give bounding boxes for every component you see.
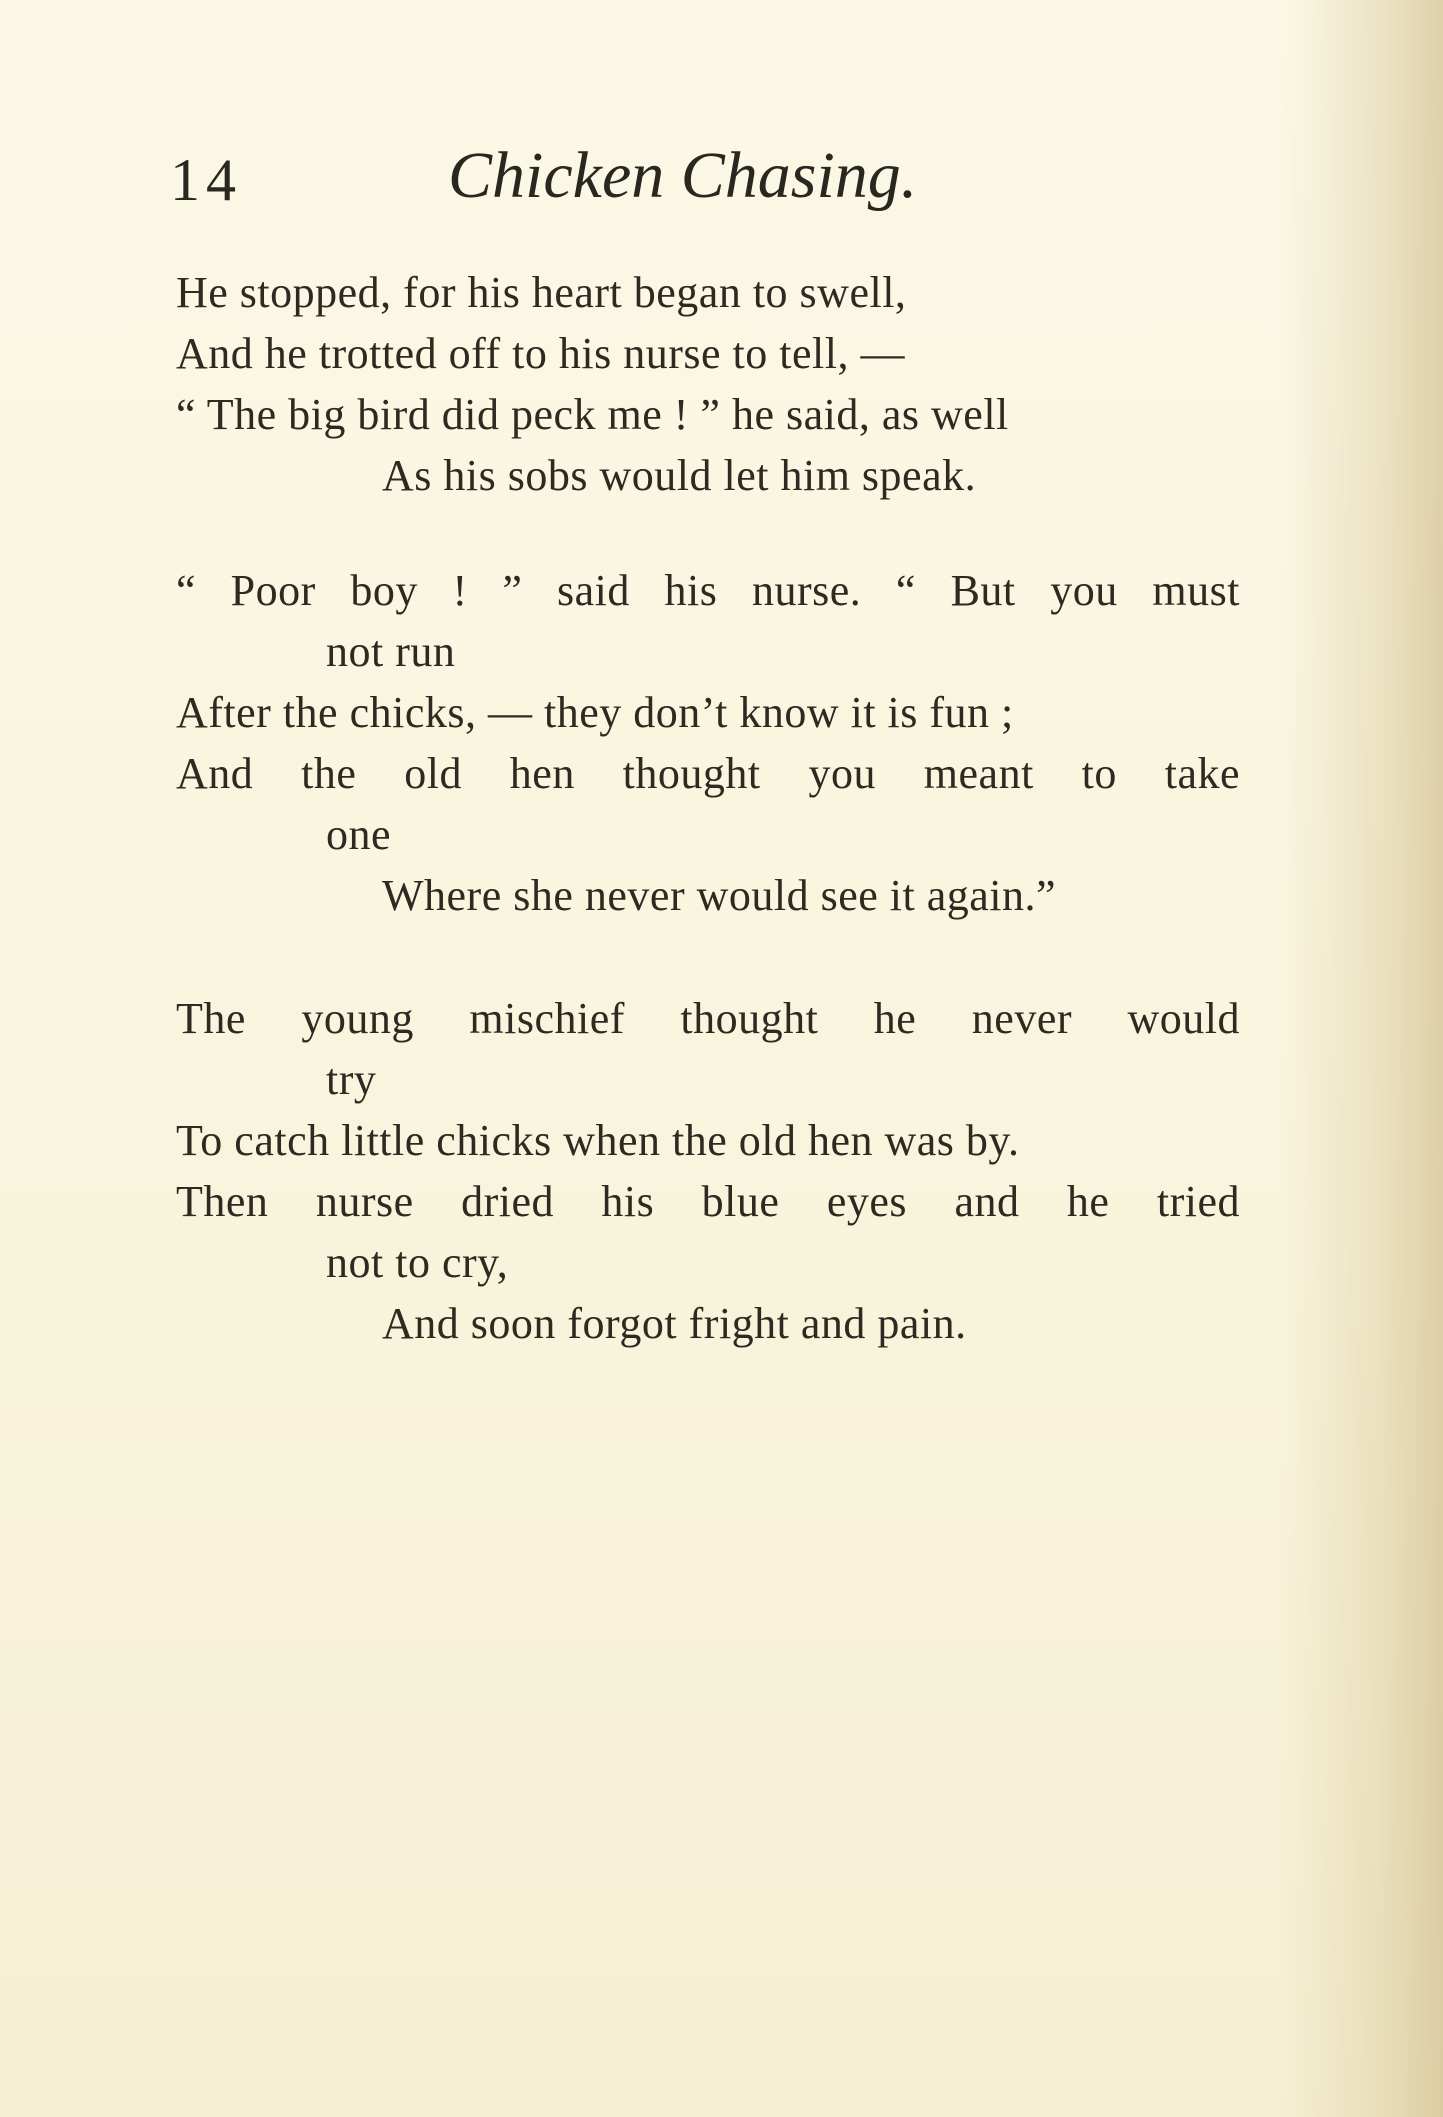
verse-line — [176, 988, 1240, 1049]
stanza-1 — [176, 262, 1009, 506]
verse-line-text: As his sobs would let him speak. — [382, 451, 977, 500]
verse-line — [176, 682, 1240, 743]
verse-line-continuation — [176, 1049, 1240, 1110]
verse-line-text: To catch little chicks when the old hen was by. — [176, 1116, 1020, 1165]
verse-line-indented — [176, 1293, 1240, 1354]
page-number: 14 — [170, 147, 242, 213]
verse-line-continuation — [176, 1232, 1240, 1293]
verse-line — [176, 384, 1009, 445]
verse-line-text: He stopped, for his heart began to swell, — [176, 268, 907, 317]
verse-line — [176, 1110, 1240, 1171]
verse-line-text: “ Poor boy ! ” said his nurse. “ But you must — [176, 566, 1240, 615]
verse-line-text: try — [326, 1055, 377, 1104]
verse-line-text: And soon forgot fright and pain. — [382, 1299, 967, 1348]
verse-line-text: And the old hen thought you meant to take — [176, 749, 1240, 798]
verse-line-text: After the chicks, — they don’t know it is fun ; — [176, 688, 1014, 737]
verse-line — [176, 1171, 1240, 1232]
verse-line-text: Where she never would see it again.” — [382, 871, 1057, 920]
verse-line — [176, 323, 1009, 384]
verse-line-text: And he trotted off to his nurse to tell, — — [176, 329, 905, 378]
verse-line — [176, 262, 1009, 323]
verse-line — [176, 560, 1240, 621]
verse-line-text: “ The big bird did peck me ! ” he said, as well — [176, 390, 1009, 439]
verse-line-indented — [176, 445, 1009, 506]
verse-line — [176, 743, 1240, 804]
verse-line-text: The young mischief thought he never would — [176, 994, 1240, 1043]
running-title: Chicken Chasing. — [448, 139, 918, 212]
stanza-3 — [176, 988, 1240, 1354]
stanza-2 — [176, 560, 1240, 926]
verse-line-text: not to cry, — [326, 1238, 509, 1287]
verse-line-text: Then nurse dried his blue eyes and he tried — [176, 1177, 1240, 1226]
verse-line-text: one — [326, 810, 392, 859]
verse-line-indented — [176, 865, 1240, 926]
verse-line-text: not run — [326, 627, 456, 676]
verse-line-continuation — [176, 621, 1240, 682]
page-header — [0, 138, 1443, 228]
verse-line-continuation — [176, 804, 1240, 865]
